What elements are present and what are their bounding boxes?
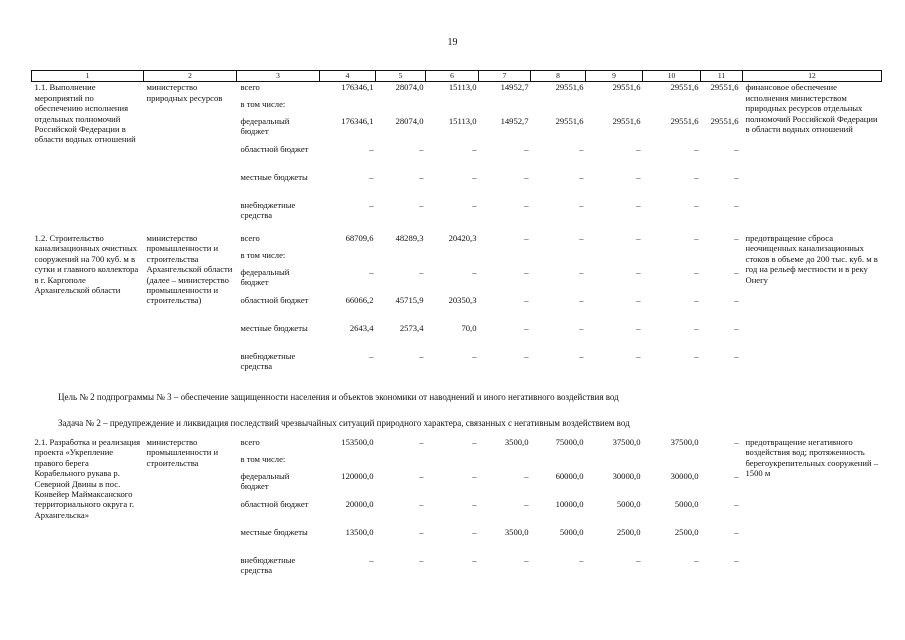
amount-cell: – bbox=[579, 199, 584, 210]
budget-row bbox=[32, 233, 882, 250]
amount-cell: 29551,6 bbox=[612, 115, 641, 126]
amount-cell: 48289,3 bbox=[395, 232, 424, 243]
column-header: 8 bbox=[531, 71, 586, 82]
amount-cell: – bbox=[369, 199, 374, 210]
amount-cell: 153500,0 bbox=[341, 436, 374, 447]
amount-cell: – bbox=[636, 294, 641, 305]
amount-cell: 176346,1 bbox=[341, 115, 374, 126]
funding-source-label: областной бюджет bbox=[240, 143, 309, 154]
amount-cell: 10000,0 bbox=[555, 498, 584, 509]
funding-source-label: всего bbox=[240, 82, 260, 93]
amount-cell: – bbox=[734, 436, 739, 447]
amount-cell: – bbox=[524, 498, 529, 509]
amount-cell: – bbox=[419, 143, 424, 154]
expected-result: финансовое обеспечение исполнения министерством природных ресурсов отдельных полномочий Российской Федерации в области водных отношений bbox=[745, 82, 878, 135]
measure-name: 2.1. Разработка и реализация проекта «Укрепление правого берега Корабельного рукава р. Северной Двины в пос. Конвейер Маймаксанского территориального округа г. Архангельска» bbox=[34, 436, 141, 520]
budget-row bbox=[32, 82, 882, 99]
amount-cell bbox=[586, 454, 643, 471]
amount-cell: – bbox=[524, 322, 529, 333]
amount-cell: 75000,0 bbox=[555, 436, 584, 447]
amount-cell: – bbox=[369, 143, 374, 154]
amount-cell: 120000,0 bbox=[341, 470, 374, 481]
measure-group-1-2 bbox=[32, 233, 882, 379]
column-header: 5 bbox=[376, 71, 426, 82]
funding-source-label: местные бюджеты bbox=[240, 526, 308, 537]
amount-cell: – bbox=[694, 199, 699, 210]
amount-cell: – bbox=[472, 470, 477, 481]
amount-cell: – bbox=[734, 554, 739, 565]
amount-cell: 3500,0 bbox=[504, 526, 529, 537]
amount-cell: – bbox=[694, 554, 699, 565]
amount-cell: – bbox=[694, 350, 699, 361]
executor-name: министерство промышленности и строительства bbox=[146, 436, 219, 468]
amount-cell bbox=[586, 99, 643, 116]
amount-cell bbox=[376, 454, 426, 471]
amount-cell bbox=[376, 250, 426, 267]
amount-cell: – bbox=[524, 143, 529, 154]
amount-cell: – bbox=[734, 498, 739, 509]
column-header: 9 bbox=[586, 71, 643, 82]
amount-cell: – bbox=[636, 266, 641, 277]
page-number: 19 bbox=[447, 37, 458, 48]
amount-cell: – bbox=[579, 322, 584, 333]
amount-cell: – bbox=[734, 350, 739, 361]
amount-cell: 29551,6 bbox=[555, 82, 584, 93]
amount-cell: – bbox=[524, 199, 529, 210]
amount-cell bbox=[643, 99, 701, 116]
column-header: 3 bbox=[237, 71, 320, 82]
amount-cell: – bbox=[369, 171, 374, 182]
amount-cell: 60000,0 bbox=[555, 470, 584, 481]
amount-cell: – bbox=[472, 171, 477, 182]
executor-name: министерство природных ресурсов bbox=[146, 82, 223, 103]
measure-name: 1.2. Строительство канализационных очистных сооружений на 700 куб. м в сутки и главного коллектора в г. Каргополе Архангельской области bbox=[34, 232, 139, 295]
amount-cell: 3500,0 bbox=[504, 436, 529, 447]
amount-cell: 5000,0 bbox=[616, 498, 641, 509]
amount-cell: – bbox=[579, 143, 584, 154]
amount-cell: – bbox=[419, 350, 424, 361]
amount-cell: – bbox=[636, 143, 641, 154]
amount-cell: – bbox=[734, 171, 739, 182]
amount-cell: 176346,1 bbox=[341, 82, 374, 93]
amount-cell bbox=[531, 454, 586, 471]
amount-cell: 5000,0 bbox=[674, 498, 699, 509]
funding-source-label: в том числе: bbox=[240, 453, 286, 464]
amount-cell bbox=[479, 250, 531, 267]
amount-cell: 29551,6 bbox=[612, 82, 641, 93]
expected-result: предотвращение сброса неочищенных канализационных стоков в объеме до 200 тыс. куб. м в год на рельеф местности и в реку Онегу bbox=[745, 232, 878, 285]
expected-result: предотвращение негативного воздействия вод; протяженность берегоукрепительных сооружений – 1500 м bbox=[745, 436, 878, 479]
amount-cell: 2500,0 bbox=[616, 526, 641, 537]
amount-cell: 37500,0 bbox=[612, 436, 641, 447]
column-header: 10 bbox=[643, 71, 701, 82]
amount-cell: – bbox=[472, 554, 477, 565]
amount-cell: – bbox=[472, 526, 477, 537]
amount-cell: – bbox=[734, 232, 739, 243]
funding-source-label: федеральный бюджет bbox=[240, 470, 290, 492]
amount-cell: 14952,7 bbox=[500, 115, 529, 126]
amount-cell: – bbox=[524, 350, 529, 361]
funding-source-label: в том числе: bbox=[240, 98, 286, 109]
amount-cell: 28074,0 bbox=[395, 115, 424, 126]
amount-cell: – bbox=[694, 294, 699, 305]
amount-cell: – bbox=[419, 470, 424, 481]
amount-cell: – bbox=[579, 350, 584, 361]
amount-cell: – bbox=[419, 171, 424, 182]
amount-cell: – bbox=[636, 232, 641, 243]
amount-cell: 15113,0 bbox=[448, 115, 477, 126]
amount-cell: – bbox=[734, 526, 739, 537]
amount-cell: 15113,0 bbox=[448, 82, 477, 93]
amount-cell bbox=[643, 250, 701, 267]
amount-cell bbox=[426, 250, 479, 267]
funding-source-label: местные бюджеты bbox=[240, 322, 308, 333]
amount-cell bbox=[320, 99, 376, 116]
amount-cell: 5000,0 bbox=[559, 526, 584, 537]
amount-cell: 30000,0 bbox=[612, 470, 641, 481]
amount-cell: – bbox=[419, 436, 424, 447]
amount-cell: – bbox=[734, 143, 739, 154]
funding-source-label: областной бюджет bbox=[240, 294, 309, 305]
amount-cell bbox=[701, 250, 743, 267]
amount-cell: – bbox=[472, 436, 477, 447]
amount-cell: – bbox=[636, 322, 641, 333]
funding-source-label: внебюджетные средства bbox=[240, 199, 296, 221]
amount-cell: – bbox=[694, 266, 699, 277]
amount-cell: – bbox=[369, 266, 374, 277]
column-header: 12 bbox=[743, 71, 882, 82]
measure-name: 1.1. Выполнение мероприятий по обеспечению исполнения отдельных полномочий Российской Федерации в области водных отношений bbox=[34, 82, 136, 145]
column-header: 11 bbox=[701, 71, 743, 82]
amount-cell: – bbox=[472, 143, 477, 154]
amount-cell: – bbox=[734, 199, 739, 210]
amount-cell: 14952,7 bbox=[500, 82, 529, 93]
amount-cell bbox=[479, 454, 531, 471]
amount-cell: – bbox=[734, 294, 739, 305]
amount-cell bbox=[376, 99, 426, 116]
amount-cell: – bbox=[636, 554, 641, 565]
amount-cell: – bbox=[579, 554, 584, 565]
amount-cell: – bbox=[694, 322, 699, 333]
amount-cell: 37500,0 bbox=[670, 436, 699, 447]
amount-cell: 29551,6 bbox=[670, 115, 699, 126]
amount-cell: 45715,9 bbox=[395, 294, 424, 305]
column-header: 2 bbox=[144, 71, 237, 82]
amount-cell: 20350,3 bbox=[448, 294, 477, 305]
amount-cell bbox=[531, 250, 586, 267]
amount-cell: – bbox=[734, 266, 739, 277]
amount-cell: – bbox=[419, 526, 424, 537]
column-header: 6 bbox=[426, 71, 479, 82]
amount-cell: 29551,6 bbox=[670, 82, 699, 93]
amount-cell: – bbox=[419, 266, 424, 277]
amount-cell: 66066,2 bbox=[345, 294, 374, 305]
amount-cell: – bbox=[472, 266, 477, 277]
amount-cell: 29551,6 bbox=[710, 115, 739, 126]
amount-cell bbox=[643, 454, 701, 471]
amount-cell: – bbox=[524, 266, 529, 277]
amount-cell: 28074,0 bbox=[395, 82, 424, 93]
budget-row bbox=[32, 437, 882, 454]
amount-cell: 2573,4 bbox=[399, 322, 424, 333]
amount-cell: – bbox=[579, 266, 584, 277]
funding-source-label: внебюджетные средства bbox=[240, 554, 296, 576]
amount-cell: – bbox=[419, 554, 424, 565]
funding-source-label: областной бюджет bbox=[240, 498, 309, 509]
amount-cell: – bbox=[472, 498, 477, 509]
measure-group-1-1 bbox=[32, 82, 882, 228]
amount-cell: – bbox=[734, 470, 739, 481]
funding-source-label: федеральный бюджет bbox=[240, 266, 290, 288]
amount-cell bbox=[531, 99, 586, 116]
amount-cell: 2643,4 bbox=[349, 322, 374, 333]
column-header: 7 bbox=[479, 71, 531, 82]
amount-cell: – bbox=[472, 199, 477, 210]
amount-cell: 20000,0 bbox=[345, 498, 374, 509]
funding-source-label: в том числе: bbox=[240, 249, 286, 260]
amount-cell: – bbox=[636, 199, 641, 210]
amount-cell: 13500,0 bbox=[345, 526, 374, 537]
amount-cell: – bbox=[524, 470, 529, 481]
amount-cell bbox=[426, 454, 479, 471]
funding-source-label: федеральный бюджет bbox=[240, 115, 290, 137]
amount-cell: – bbox=[694, 171, 699, 182]
task-heading: Задача № 2 – предупреждение и ликвидация последствий чрезвычайных ситуаций природного характера, связанных с негативным воздействием вод bbox=[58, 418, 630, 428]
amount-cell: – bbox=[419, 199, 424, 210]
amount-cell: – bbox=[694, 232, 699, 243]
amount-cell: 68709,6 bbox=[345, 232, 374, 243]
amount-cell: – bbox=[369, 554, 374, 565]
funding-source-label: всего bbox=[240, 436, 260, 447]
funding-source-label: всего bbox=[240, 232, 260, 243]
amount-cell: 30000,0 bbox=[670, 470, 699, 481]
amount-cell bbox=[426, 99, 479, 116]
amount-cell: – bbox=[636, 171, 641, 182]
amount-cell: 29551,6 bbox=[555, 115, 584, 126]
amount-cell: – bbox=[524, 171, 529, 182]
amount-cell bbox=[586, 250, 643, 267]
amount-cell: – bbox=[524, 294, 529, 305]
amount-cell bbox=[320, 250, 376, 267]
amount-cell bbox=[320, 454, 376, 471]
goal-heading: Цель № 2 подпрограммы № 3 – обеспечение защищенности населения и объектов экономики от наводнений и иного негативного воздействия вод bbox=[58, 392, 619, 402]
amount-cell: 29551,6 bbox=[710, 82, 739, 93]
amount-cell bbox=[479, 99, 531, 116]
amount-cell: 2500,0 bbox=[674, 526, 699, 537]
amount-cell: – bbox=[694, 143, 699, 154]
column-number-row bbox=[32, 71, 882, 82]
amount-cell: 70,0 bbox=[461, 322, 477, 333]
amount-cell: – bbox=[419, 498, 424, 509]
amount-cell: – bbox=[472, 350, 477, 361]
amount-cell: – bbox=[734, 322, 739, 333]
amount-cell: 20420,3 bbox=[448, 232, 477, 243]
amount-cell: – bbox=[579, 232, 584, 243]
program-table bbox=[31, 70, 882, 583]
column-header: 1 bbox=[32, 71, 144, 82]
funding-source-label: местные бюджеты bbox=[240, 171, 308, 182]
amount-cell: – bbox=[524, 232, 529, 243]
executor-name: министерство промышленности и строительства Архангельской области (далее – министерство промышленности и строительства) bbox=[146, 232, 233, 306]
amount-cell bbox=[701, 99, 743, 116]
funding-source-label: внебюджетные средства bbox=[240, 350, 296, 372]
amount-cell: – bbox=[579, 171, 584, 182]
measure-group-2-1 bbox=[32, 437, 882, 583]
amount-cell bbox=[701, 454, 743, 471]
amount-cell: – bbox=[579, 294, 584, 305]
amount-cell: – bbox=[369, 350, 374, 361]
amount-cell: – bbox=[636, 350, 641, 361]
column-header: 4 bbox=[320, 71, 376, 82]
amount-cell: – bbox=[524, 554, 529, 565]
